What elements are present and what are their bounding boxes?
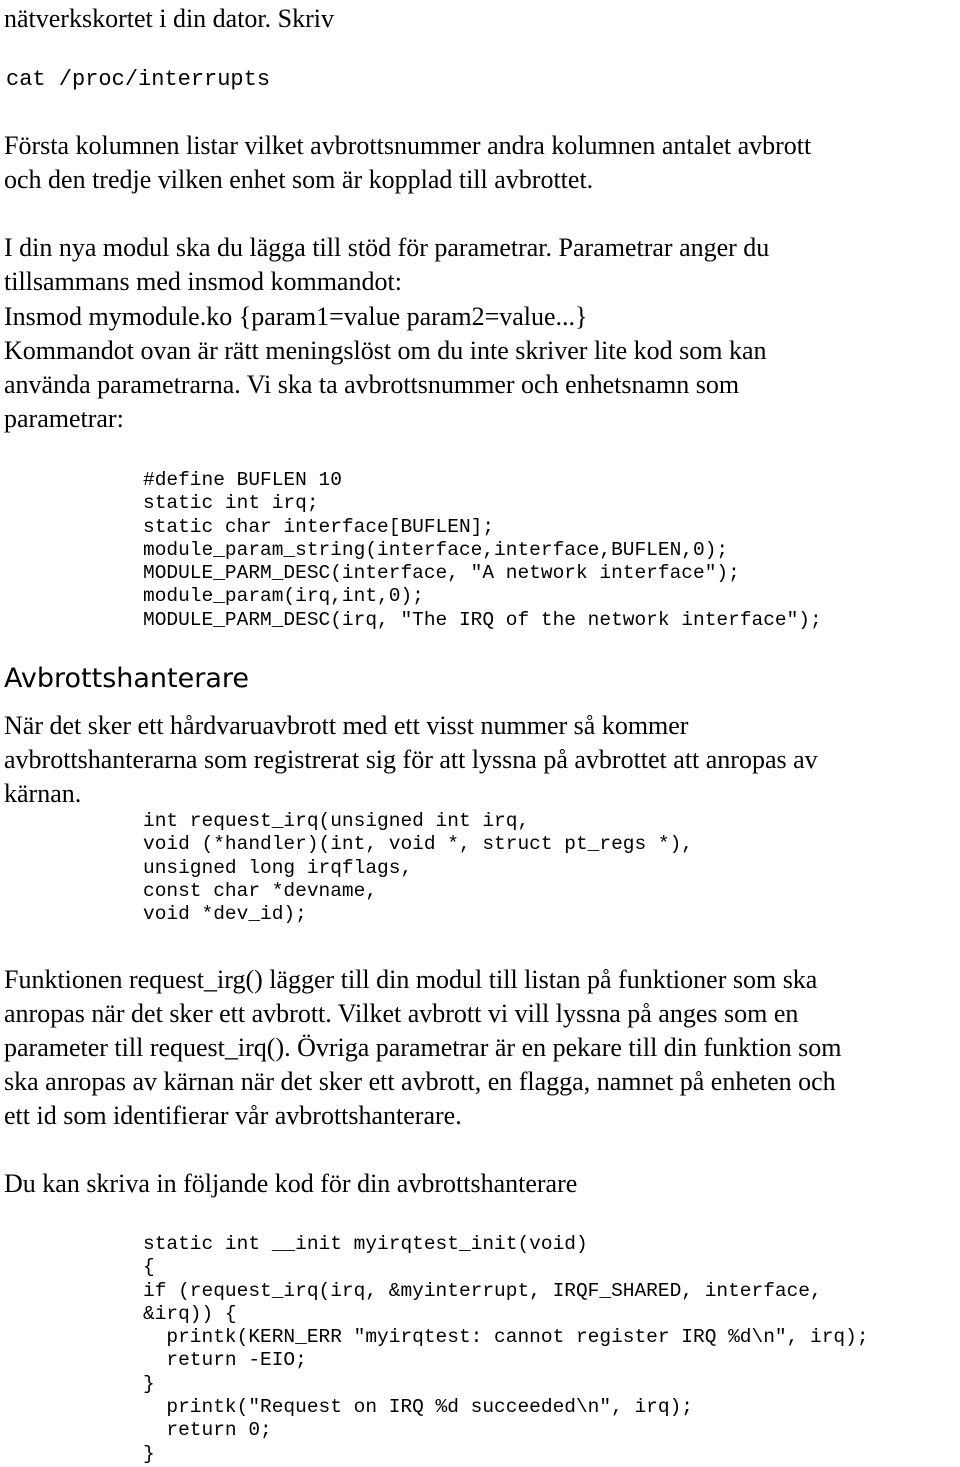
paragraph-line: Du kan skriva in följande kod för din avbrottshanterare — [4, 1169, 578, 1198]
paragraph-line: och den tredje vilken enhet som är kopplad till avbrottet. — [4, 165, 594, 194]
code-block-init — [143, 1233, 869, 1466]
paragraph-line: parametrar: — [4, 404, 124, 433]
code-line: void *dev_id); — [143, 903, 307, 926]
paragraph-line: anropas när det sker ett avbrott. Vilket avbrott vi vill lyssna på anges som en — [4, 999, 799, 1028]
code-line: void (*handler)(int, void *, struct pt_regs *), — [143, 833, 693, 856]
code-line: unsigned long irqflags, — [143, 856, 413, 879]
code-line: int request_irq(unsigned int irq, — [143, 810, 530, 832]
code-block-request-irq — [143, 810, 693, 926]
paragraph-line: Funktionen request_irg() lägger till din modul till listan på funktioner som ska — [4, 965, 818, 994]
code-line: static int __init myirqtest_init(void) — [143, 1233, 588, 1255]
code-line: return -EIO; — [143, 1349, 307, 1372]
paragraph-line: ska anropas av kärnan när det sker ett avbrott, en flagga, namnet på enheten och — [4, 1067, 836, 1096]
code-line: { — [143, 1256, 155, 1279]
code-line: MODULE_PARM_DESC(interface, "A network interface"); — [143, 562, 740, 585]
code-line: if (request_irq(irq, &myinterrupt, IRQF_SHARED, interface, — [143, 1279, 822, 1302]
paragraph-line: ett id som identifierar vår avbrottshanterare. — [4, 1101, 462, 1130]
paragraph-line: använda parametrarna. Vi ska ta avbrottsnummer och enhetsnamn som — [4, 370, 740, 399]
code-line: printk(KERN_ERR "myirqtest: cannot register IRQ %d\n", irq); — [143, 1326, 869, 1349]
code-line: #define BUFLEN 10 — [143, 469, 342, 491]
paragraph-line: Insmod mymodule.ko {param1=value param2=value...} — [4, 302, 588, 331]
code-line: module_param(irq,int,0); — [143, 585, 424, 608]
code-line: const char *devname, — [143, 879, 378, 902]
intro-line: nätverkskortet i din dator. Skriv — [4, 4, 335, 33]
section-heading: Avbrottshanterare — [4, 663, 250, 694]
code-line: return 0; — [143, 1419, 272, 1442]
command-text: cat /proc/interrupts — [6, 67, 271, 92]
paragraph-line: avbrottshanterarna som registrerat sig för att lyssna på avbrottet att anropas av — [4, 745, 818, 774]
paragraph-line: Kommandot ovan är rätt meningslöst om du inte skriver lite kod som kan — [4, 336, 767, 365]
code-line: MODULE_PARM_DESC(irq, "The IRQ of the network interface"); — [143, 608, 822, 631]
paragraph-line: I din nya modul ska du lägga till stöd för parametrar. Parametrar anger du — [4, 233, 770, 262]
code-line: static char interface[BUFLEN]; — [143, 515, 495, 538]
code-line: } — [143, 1372, 155, 1395]
paragraph-line: När det sker ett hårdvaruavbrott med ett visst nummer så kommer — [4, 711, 689, 740]
code-line: &irq)) { — [143, 1302, 237, 1325]
code-line: module_param_string(interface,interface,BUFLEN,0); — [143, 538, 729, 561]
code-block-params — [143, 469, 822, 632]
paragraph-line: kärnan. — [4, 779, 82, 808]
code-line: printk("Request on IRQ %d succeeded\n", irq); — [143, 1396, 693, 1419]
paragraph-line: tillsammans med insmod kommandot: — [4, 267, 402, 296]
code-line: static int irq; — [143, 492, 319, 515]
paragraph-line: parameter till request_irq(). Övriga parametrar är en pekare till din funktion som — [4, 1033, 842, 1062]
paragraph-line: Första kolumnen listar vilket avbrottsnummer andra kolumnen antalet avbrott — [4, 131, 812, 160]
code-line: } — [143, 1442, 155, 1465]
